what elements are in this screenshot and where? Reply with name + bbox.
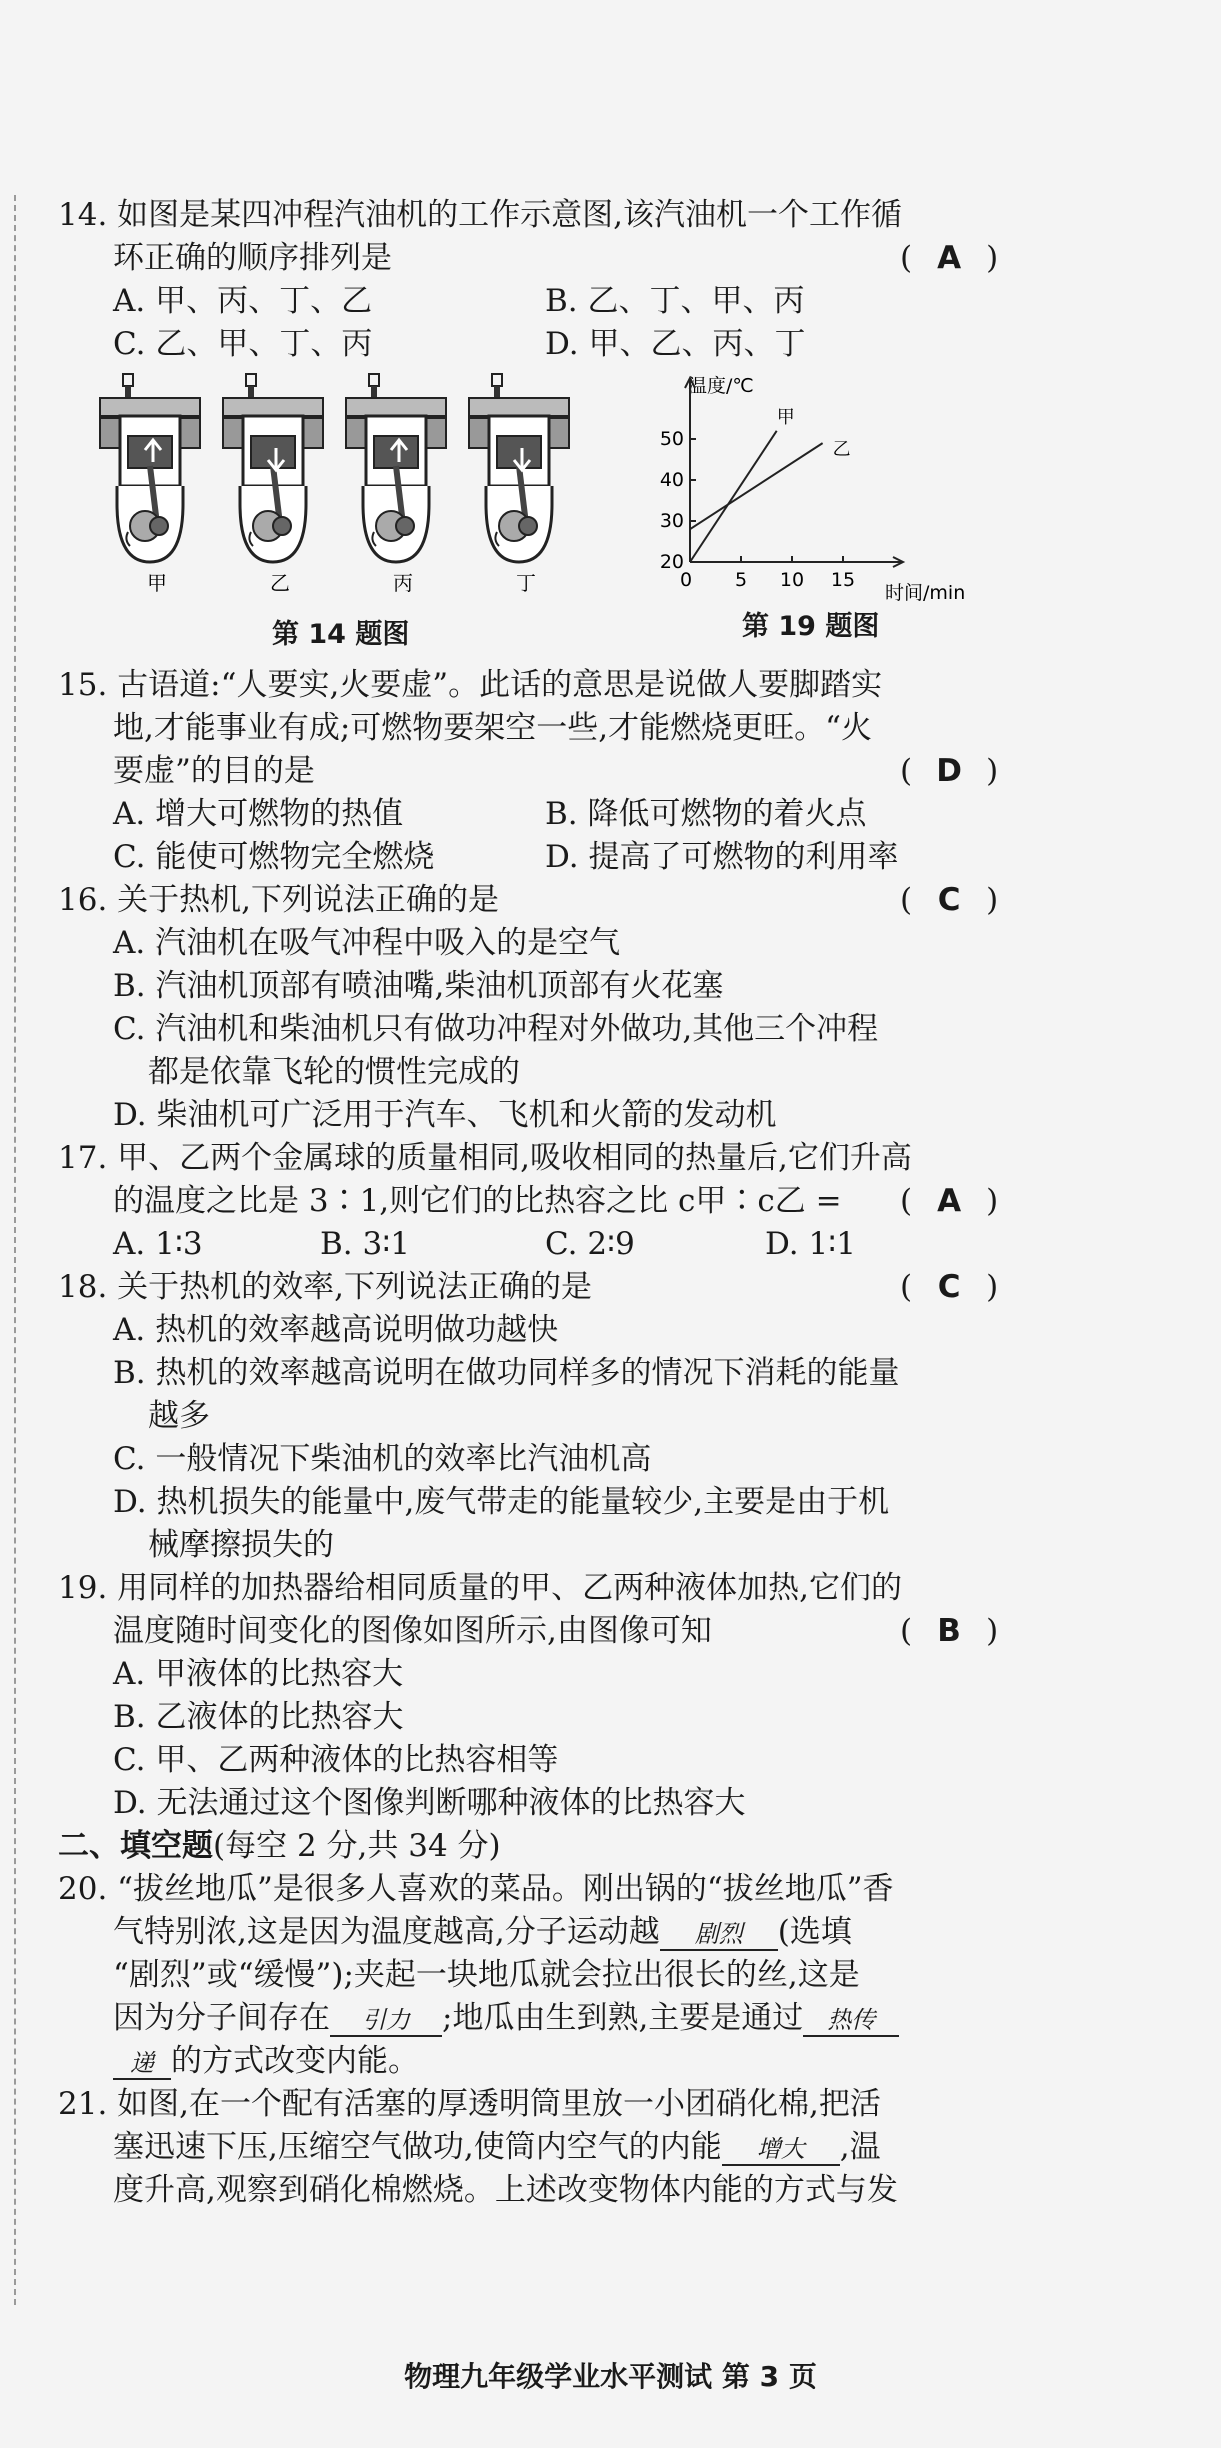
q21-line3: 度升高,观察到硝化棉燃烧。上述改变物体内能的方式与发 <box>113 2172 898 2208</box>
chart-x-tick-label: 5 <box>734 569 748 591</box>
q17-option-a: A. 1∶3 <box>113 1226 203 1262</box>
q16-option-b: B. 汽油机顶部有喷油嘴,柴油机顶部有火花塞 <box>113 968 724 1004</box>
q21-line2-text-a: 塞迅速下压,压缩空气做功,使筒内空气的内能 <box>113 2129 722 2165</box>
q20-line5-text: 的方式改变内能。 <box>171 2043 419 2079</box>
q20-line4 <box>113 1998 899 2038</box>
chart-x-tick-label: 0 <box>679 569 693 591</box>
q19-answer-letter: B <box>937 1613 961 1649</box>
q17-answer: ( A ) <box>900 1183 999 1219</box>
q20-line4-text-a: 因为分子间存在 <box>113 2000 330 2036</box>
q15-stem-line1: 15. 古语道:“人要实,火要虚”。此话的意思是说做人要脚踏实 <box>58 667 883 703</box>
q21-line2-text-b: ,温 <box>839 2129 881 2165</box>
q20-blank-2: 引力 <box>330 2005 442 2037</box>
q19-answer: ( B ) <box>900 1613 999 1649</box>
q20-line1: 20. “拔丝地瓜”是很多人喜欢的菜品。刚出锅的“拔丝地瓜”香 <box>58 1871 894 1907</box>
q14-option-b: B. 乙、丁、甲、丙 <box>545 283 805 319</box>
q19-figure-caption: 第 19 题图 <box>742 611 880 642</box>
q15-stem-line2: 地,才能事业有成;可燃物要架空一些,才能燃烧更旺。“火 <box>113 710 872 746</box>
q16-option-d: D. 柴油机可广泛用于汽车、飞机和火箭的发动机 <box>113 1097 777 1133</box>
q19-option-c: C. 甲、乙两种液体的比热容相等 <box>113 1742 559 1778</box>
q15-option-d: D. 提高了可燃物的利用率 <box>545 839 899 875</box>
chart-y-tick-label: 50 <box>659 428 684 450</box>
page-footer: 物理九年级学业水平测试 第 3 页 <box>404 2360 817 2393</box>
q18-option-c: C. 一般情况下柴油机的效率比汽油机高 <box>113 1441 652 1477</box>
chart-series-line-2 <box>690 443 823 529</box>
q14-answer: ( A ) <box>900 240 999 276</box>
q21-line1: 21. 如图,在一个配有活塞的厚透明筒里放一小团硝化棉,把活 <box>58 2086 881 2122</box>
q17-option-c: C. 2∶9 <box>545 1226 635 1262</box>
q14-answer-letter: A <box>937 240 962 276</box>
section2-title: 二、填空题 <box>58 1828 213 1864</box>
q18-option-b-line2: 越多 <box>148 1398 210 1434</box>
chart-y-tick-label: 30 <box>659 510 684 532</box>
q18-stem: 18. 关于热机的效率,下列说法正确的是 <box>58 1269 593 1305</box>
chart-x-tick-label: 15 <box>830 569 856 591</box>
q18-answer: ( C ) <box>900 1269 999 1305</box>
q15-option-a: A. 增大可燃物的热值 <box>113 796 404 832</box>
q20-blank-3b: 递 <box>113 2048 171 2080</box>
temperature-time-chart <box>640 372 1010 607</box>
q17-stem-line1: 17. 甲、乙两个金属球的质量相同,吸收相同的热量后,它们升高 <box>58 1140 912 1176</box>
q18-answer-letter: C <box>937 1269 961 1305</box>
q16-option-a: A. 汽油机在吸气冲程中吸入的是空气 <box>113 925 621 961</box>
q14-stem-line1: 14. 如图是某四冲程汽油机的工作示意图,该汽油机一个工作循 <box>58 197 903 233</box>
chart-series-label-1: 甲 <box>776 406 795 428</box>
engine-label-ding: 丁 <box>516 571 536 595</box>
engine-label-jia: 甲 <box>147 571 167 595</box>
q14-stem-line2: 环正确的顺序排列是 <box>113 240 392 276</box>
chart-series-label-2: 乙 <box>832 439 851 461</box>
q15-stem-line3: 要虚”的目的是 <box>113 753 315 789</box>
q21-blank-1: 增大 <box>722 2134 840 2166</box>
q20-line2 <box>113 1912 852 1952</box>
q17-option-b: B. 3∶1 <box>320 1226 411 1262</box>
q15-option-c: C. 能使可燃物完全燃烧 <box>113 839 435 875</box>
q18-option-b-line1: B. 热机的效率越高说明在做功同样多的情况下消耗的能量 <box>113 1355 900 1391</box>
engine-label-bing: 丙 <box>393 571 413 595</box>
q15-answer: ( D ) <box>900 753 999 789</box>
q14-option-d: D. 甲、乙、丙、丁 <box>545 326 806 362</box>
q20-line2-text-b: (选填 <box>777 1914 852 1950</box>
q17-option-d: D. 1∶1 <box>765 1226 856 1262</box>
q20-line4-text-b: ;地瓜由生到熟,主要是通过 <box>442 2000 804 2036</box>
q16-answer: ( C ) <box>900 882 999 918</box>
chart-y-axis-label: 温度/℃ <box>688 375 754 397</box>
q20-line3: “剧烈”或“缓慢”);夹起一块地瓜就会拉出很长的丝,这是 <box>113 1957 860 1993</box>
q21-line2 <box>113 2127 881 2167</box>
q16-option-c-line1: C. 汽油机和柴油机只有做功冲程对外做功,其他三个冲程 <box>113 1011 879 1047</box>
chart-y-tick-label: 40 <box>659 469 684 491</box>
q18-option-a: A. 热机的效率越高说明做功越快 <box>113 1312 559 1348</box>
q15-answer-letter: D <box>936 753 962 789</box>
q14-option-c: C. 乙、甲、丁、丙 <box>113 326 373 362</box>
q20-line2-text-a: 气特别浓,这是因为温度越高,分子运动越 <box>113 1914 660 1950</box>
chart-x-tick-label: 10 <box>779 569 805 591</box>
q19-option-b: B. 乙液体的比热容大 <box>113 1699 404 1735</box>
q16-answer-letter: C <box>937 882 961 918</box>
chart-y-tick-label: 20 <box>659 551 684 573</box>
q16-option-c-line2: 都是依靠飞轮的惯性完成的 <box>148 1054 520 1090</box>
q16-stem: 16. 关于热机,下列说法正确的是 <box>58 882 500 918</box>
q20-line5 <box>113 2041 419 2081</box>
engine-label-yi: 乙 <box>270 571 290 595</box>
binding-dashed-line <box>14 195 16 2305</box>
q20-blank-3a: 热传 <box>803 2005 899 2037</box>
q18-option-d-line2: 械摩擦损失的 <box>148 1527 334 1563</box>
q14-figure-caption: 第 14 题图 <box>272 619 410 650</box>
q14-option-a: A. 甲、丙、丁、乙 <box>113 283 373 319</box>
q17-stem-line2: 的温度之比是 3∶1,则它们的比热容之比 c甲∶c乙 = <box>113 1183 842 1219</box>
q19-option-d: D. 无法通过这个图像判断哪种液体的比热容大 <box>113 1785 746 1821</box>
section2-heading <box>58 1826 501 1866</box>
q18-option-d-line1: D. 热机损失的能量中,废气带走的能量较少,主要是由于机 <box>113 1484 890 1520</box>
q17-answer-letter: A <box>937 1183 962 1219</box>
q19-stem-line2: 温度随时间变化的图像如图所示,由图像可知 <box>113 1613 712 1649</box>
q19-stem-line1: 19. 用同样的加热器给相同质量的甲、乙两种液体加热,它们的 <box>58 1570 903 1606</box>
q19-option-a: A. 甲液体的比热容大 <box>113 1656 404 1692</box>
engine-stroke-figure <box>95 368 635 598</box>
q20-blank-1: 剧烈 <box>660 1919 778 1951</box>
chart-x-axis-label: 时间/min <box>885 582 966 604</box>
section2-note: (每空 2 分,共 34 分) <box>213 1828 501 1864</box>
chart-series-line-1 <box>690 431 777 562</box>
q15-option-b: B. 降低可燃物的着火点 <box>545 796 867 832</box>
